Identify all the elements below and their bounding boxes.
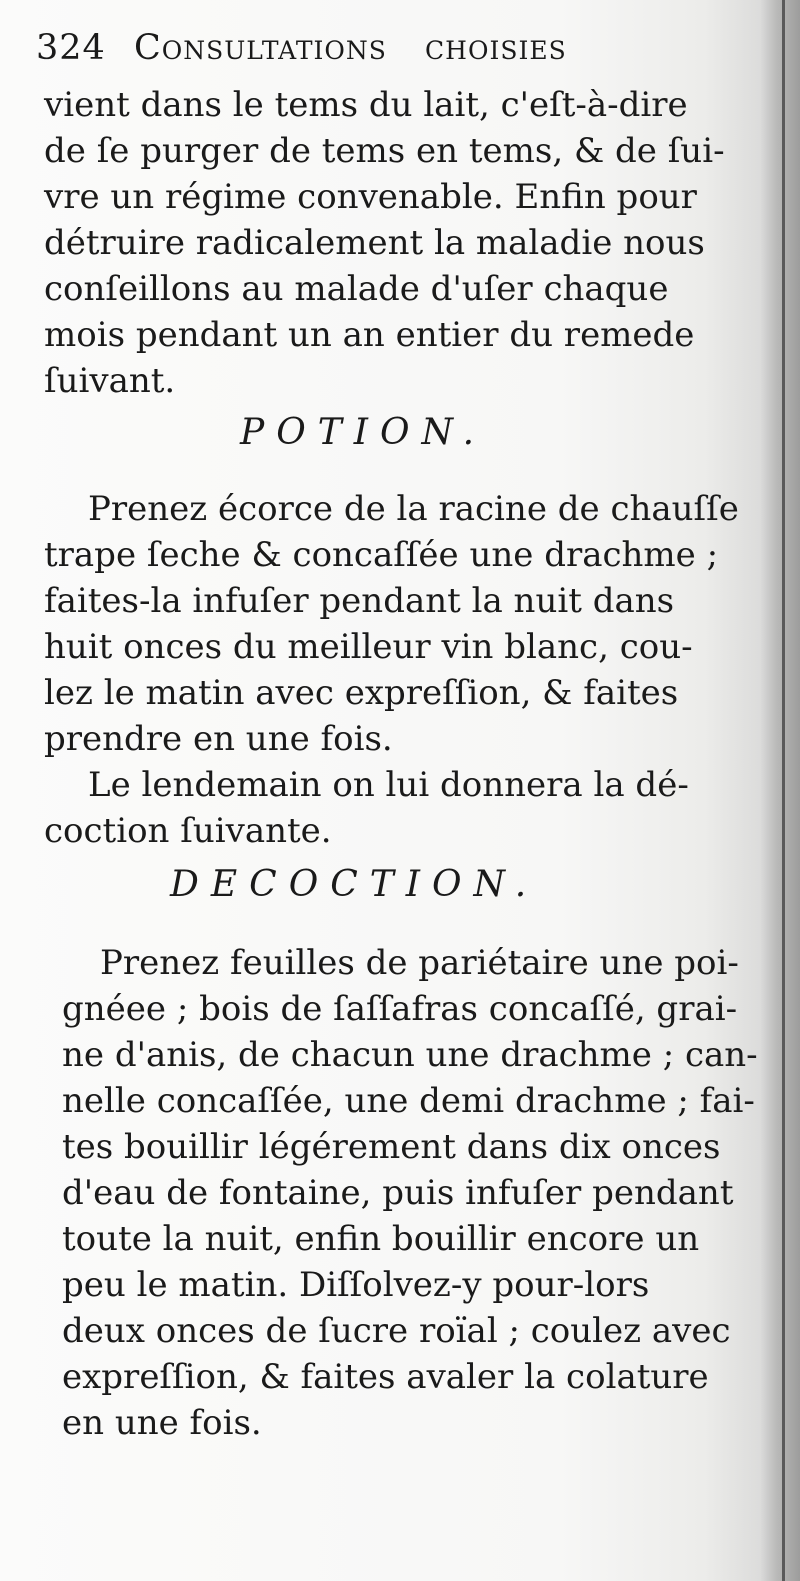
running-title-second: choisies	[425, 28, 567, 68]
text-line: d'eau de fontaine, puis infuſer pendant	[62, 1173, 734, 1213]
text-line: vient dans le tems du lait, c'eſt-à-dire	[44, 85, 688, 125]
text-line: tes bouillir légérement dans dix onces	[62, 1127, 721, 1167]
section-title-decoction: DECOCTION.	[170, 864, 539, 905]
text-line: lez le matin avec expreſſion, & faites	[44, 673, 679, 713]
text-line: prendre en une fois.	[44, 719, 393, 759]
text-line: coction ſuivante.	[44, 811, 332, 851]
running-header	[36, 28, 567, 68]
text-line: Le lendemain on lui donnera la dé-	[88, 765, 689, 805]
page-edge-line	[782, 0, 785, 1581]
text-line: deux onces de ſucre roïal ; coulez avec	[62, 1311, 731, 1351]
text-line: conſeillons au malade d'uſer chaque	[44, 269, 669, 309]
text-line: toute la nuit, enfin bouillir encore un	[62, 1219, 700, 1259]
page-number: 324	[36, 28, 106, 68]
text-line: trape ſeche & concaſſée une drachme ;	[44, 535, 719, 575]
text-line: mois pendant un an entier du remede	[44, 315, 695, 355]
text-line: gnéee ; bois de ſaſſafras concaſſé, grai-	[62, 989, 738, 1029]
text-line: peu le matin. Diſſolvez-y pour-lors	[62, 1265, 650, 1305]
text-line: détruire radicalement la maladie nous	[44, 223, 705, 263]
text-line: huit onces du meilleur vin blanc, cou-	[44, 627, 693, 667]
text-line: en une fois.	[62, 1403, 262, 1443]
page-gutter-shadow	[760, 0, 800, 1581]
text-line: Prenez feuilles de pariétaire une poi-	[100, 943, 739, 983]
text-line: Prenez écorce de la racine de chauſſe	[88, 489, 739, 529]
running-title-first: Consultations	[133, 28, 387, 68]
text-line: ne d'anis, de chacun une drachme ; can-	[62, 1035, 758, 1075]
text-line: expreſſion, & faites avaler la colature	[62, 1357, 709, 1397]
text-line: vre un régime convenable. Enfin pour	[44, 177, 697, 217]
text-line: de ſe purger de tems en tems, & de ſui-	[44, 131, 725, 171]
text-line: faites-la infuſer pendant la nuit dans	[44, 581, 675, 621]
text-line: ſuivant.	[44, 361, 176, 401]
section-title-potion: POTION.	[240, 412, 487, 453]
text-line: nelle concaſſée, une demi drachme ; fai-	[62, 1081, 755, 1121]
